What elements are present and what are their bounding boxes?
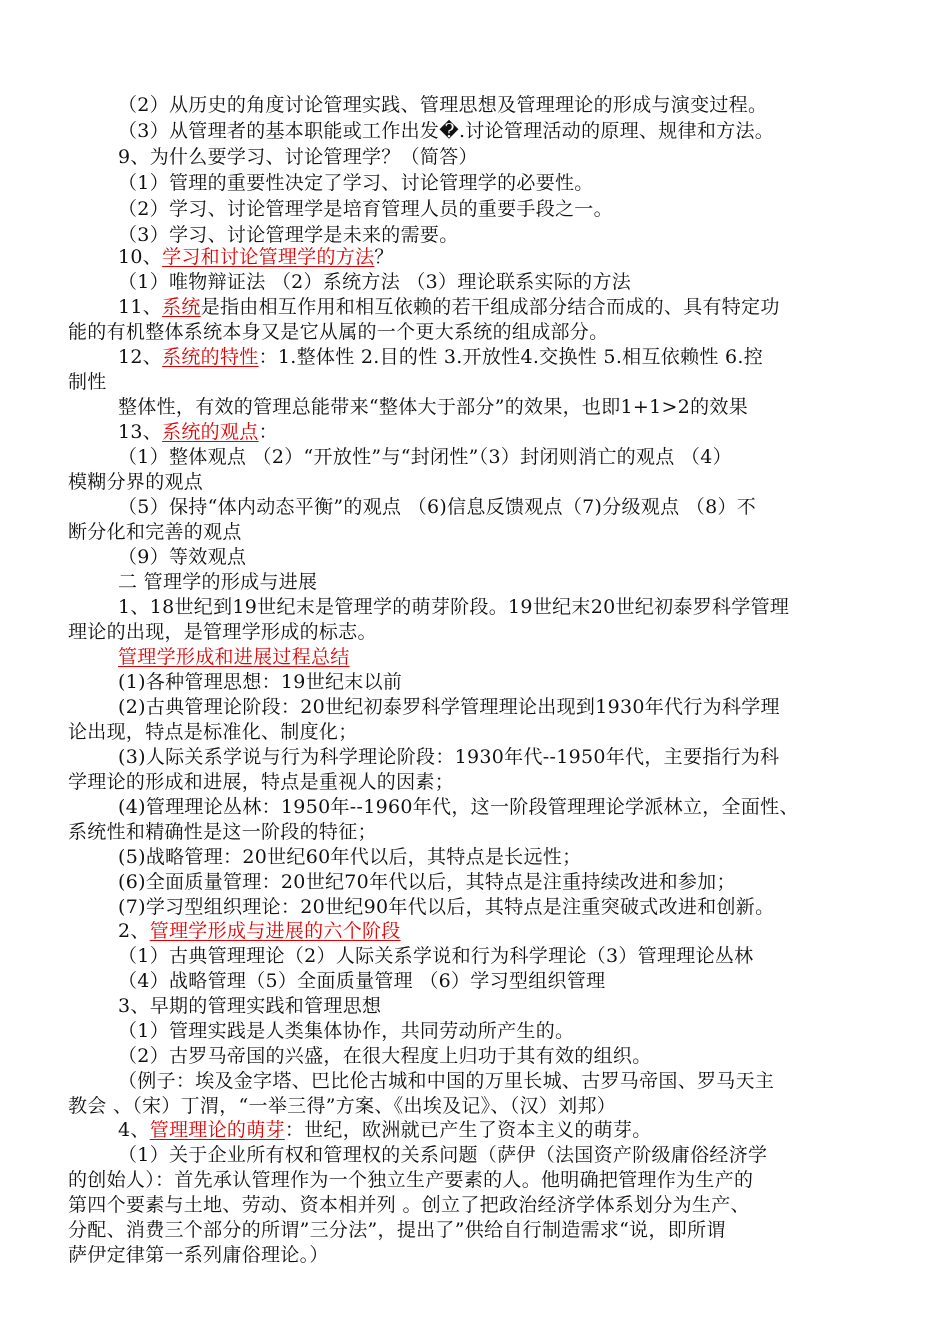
text-line: （5）保持“体内动态平衡”的观点 （6)信息反馈观点（7)分级观点 （8）不	[118, 496, 757, 518]
heading-number: 2、	[118, 920, 150, 942]
heading-line	[118, 244, 394, 270]
text-line: （1）古典管理理论（2）人际关系学说和行为科学理论（3）管理理论丛林	[118, 945, 754, 967]
highlighted-term: 系统	[162, 296, 201, 318]
text-line: （2）古罗马帝国的兴盛，在很大程度上归功于其有效的组织。	[118, 1045, 652, 1067]
heading-tail: 是指由相互作用和相互依赖的若干组成部分结合而成的、具有特定功	[200, 296, 780, 318]
text-line: 能的有机整体系统本身又是它从属的一个更大系统的组成部分。	[68, 321, 609, 343]
heading-number: 4、	[118, 1119, 150, 1141]
text-line: （1）关于企业所有权和管理权的关系问题（萨伊（法国资产阶级庸俗经济学	[118, 1144, 768, 1166]
heading-line	[118, 644, 350, 670]
highlighted-term: 管理理论的萌芽	[149, 1119, 285, 1141]
text-line: 萨伊定律第一系列庸俗理论。）	[68, 1244, 329, 1266]
text-line: (6)全面质量管理：20世纪70年代以后，其特点是注重持续改进和参加；	[118, 871, 736, 893]
text-line: （例子：埃及金字塔、巴比伦古城和中国的万里长城、古罗马帝国、罗马天主	[118, 1070, 775, 1092]
text-line: 制性	[68, 371, 107, 393]
text-line: （2）学习、讨论管理学是培育管理人员的重要手段之一。	[118, 198, 613, 220]
highlighted-term: 系统的观点	[162, 421, 259, 443]
text-line: (2)古典管理论阶段：20世纪初泰罗科学管理理论出现到1930年代行为科学理	[118, 696, 780, 718]
heading-tail: ：1.整体性 2.目的性 3.开放性4.交换性 5.相互依赖性 6.控	[258, 346, 764, 368]
text-line: 断分化和完善的观点	[68, 521, 242, 543]
text-line: （1）唯物辩证法 （2）系统方法 （3）理论联系实际的方法	[118, 271, 632, 293]
text-line: (7)学习型组织理论：20世纪90年代以后，其特点是注重突破式改进和创新。	[118, 896, 775, 918]
heading-number: 12、	[118, 346, 163, 368]
heading-line	[118, 1117, 652, 1143]
text-line: 系统性和精确性是这一阶段的特征；	[68, 821, 377, 843]
text-line: (3)人际关系学说与行为科学理论阶段：1930年代--1950年代，主要指行为科	[118, 746, 780, 768]
text-line: 模糊分界的观点	[68, 471, 204, 493]
text-line: (5)战略管理：20世纪60年代以后，其特点是长远性；	[118, 846, 582, 868]
text-line: 的创始人）：首先承认管理作为一个独立生产要素的人。他明确把管理作为生产的	[68, 1169, 754, 1191]
text-line: (1)各种管理思想：19世纪末以前	[118, 671, 403, 693]
text-line: 学理论的形成和进展，特点是重视人的因素；	[68, 771, 455, 793]
heading-line	[118, 344, 763, 370]
text-line: 整体性，有效的管理总能带来“整体大于部分”的效果，也即1+1>2的效果	[118, 396, 749, 418]
text-line: （3）学习、讨论管理学是未来的需要。	[118, 224, 459, 246]
text-line: （1）整体观点 （2）“开放性”与“封闭性”（3）封闭则消亡的观点 （4）	[118, 446, 732, 468]
text-line: （1）管理实践是人类集体协作，共同劳动所产生的。	[118, 1020, 575, 1042]
text-line: （2）从历史的角度讨论管理实践、管理思想及管理理论的形成与演变过程。	[118, 94, 768, 116]
highlighted-term: 学习和讨论管理学的方法	[162, 246, 375, 268]
text-line: 论出现，特点是标准化、制度化；	[68, 721, 358, 743]
text-line: 3、早期的管理实践和管理思想	[118, 995, 382, 1017]
heading-tail: ：	[258, 421, 278, 443]
text-line: （4）战略管理（5）全面质量管理 （6）学习型组织管理	[118, 970, 606, 992]
text-line: 1、18世纪到19世纪末是管理学的萌芽阶段。19世纪末20世纪初泰罗科学管理	[118, 596, 790, 618]
heading-line	[118, 294, 780, 320]
highlighted-term: 管理学形成和进展过程总结	[118, 646, 350, 668]
text-line: （3）从管理者的基本职能或工作出发�.讨论管理活动的原理、规律和方法。	[118, 120, 775, 142]
heading-number: 10、	[118, 246, 163, 268]
heading-number: 13、	[118, 421, 163, 443]
heading-line	[118, 419, 278, 445]
text-line: （9）等效观点	[118, 546, 247, 568]
text-line: （1）管理的重要性决定了学习、讨论管理学的必要性。	[118, 172, 594, 194]
highlighted-term: 系统的特性	[162, 346, 259, 368]
heading-tail: ：世纪，欧洲就已产生了资本主义的萌芽。	[284, 1119, 652, 1141]
text-line: 9、为什么要学习、讨论管理学？（简答）	[118, 146, 478, 168]
section-heading: 二 管理学的形成与进展	[118, 571, 318, 593]
text-line: 教会 、（宋）丁渭，“一举三得”方案、《出埃及记》、（汉）刘邦）	[68, 1095, 617, 1117]
heading-line	[118, 918, 401, 944]
text-line: 理论的出现，是管理学形成的标志。	[68, 621, 377, 643]
text-line: (4)管理理论丛林：1950年--1960年代，这一阶段管理理论学派林立，全面性、	[118, 796, 799, 818]
text-line: 第四个要素与土地、劳动、资本相并列 。创立了把政治经济学体系划分为生产、	[68, 1194, 750, 1216]
heading-number: 11、	[118, 296, 163, 318]
highlighted-term: 管理学形成与进展的六个阶段	[149, 920, 401, 942]
text-line: 分配、消费三个部分的所谓”三分法”，提出了”供给自行制造需求“说，即所谓	[68, 1219, 726, 1241]
heading-tail: ？	[374, 246, 394, 268]
